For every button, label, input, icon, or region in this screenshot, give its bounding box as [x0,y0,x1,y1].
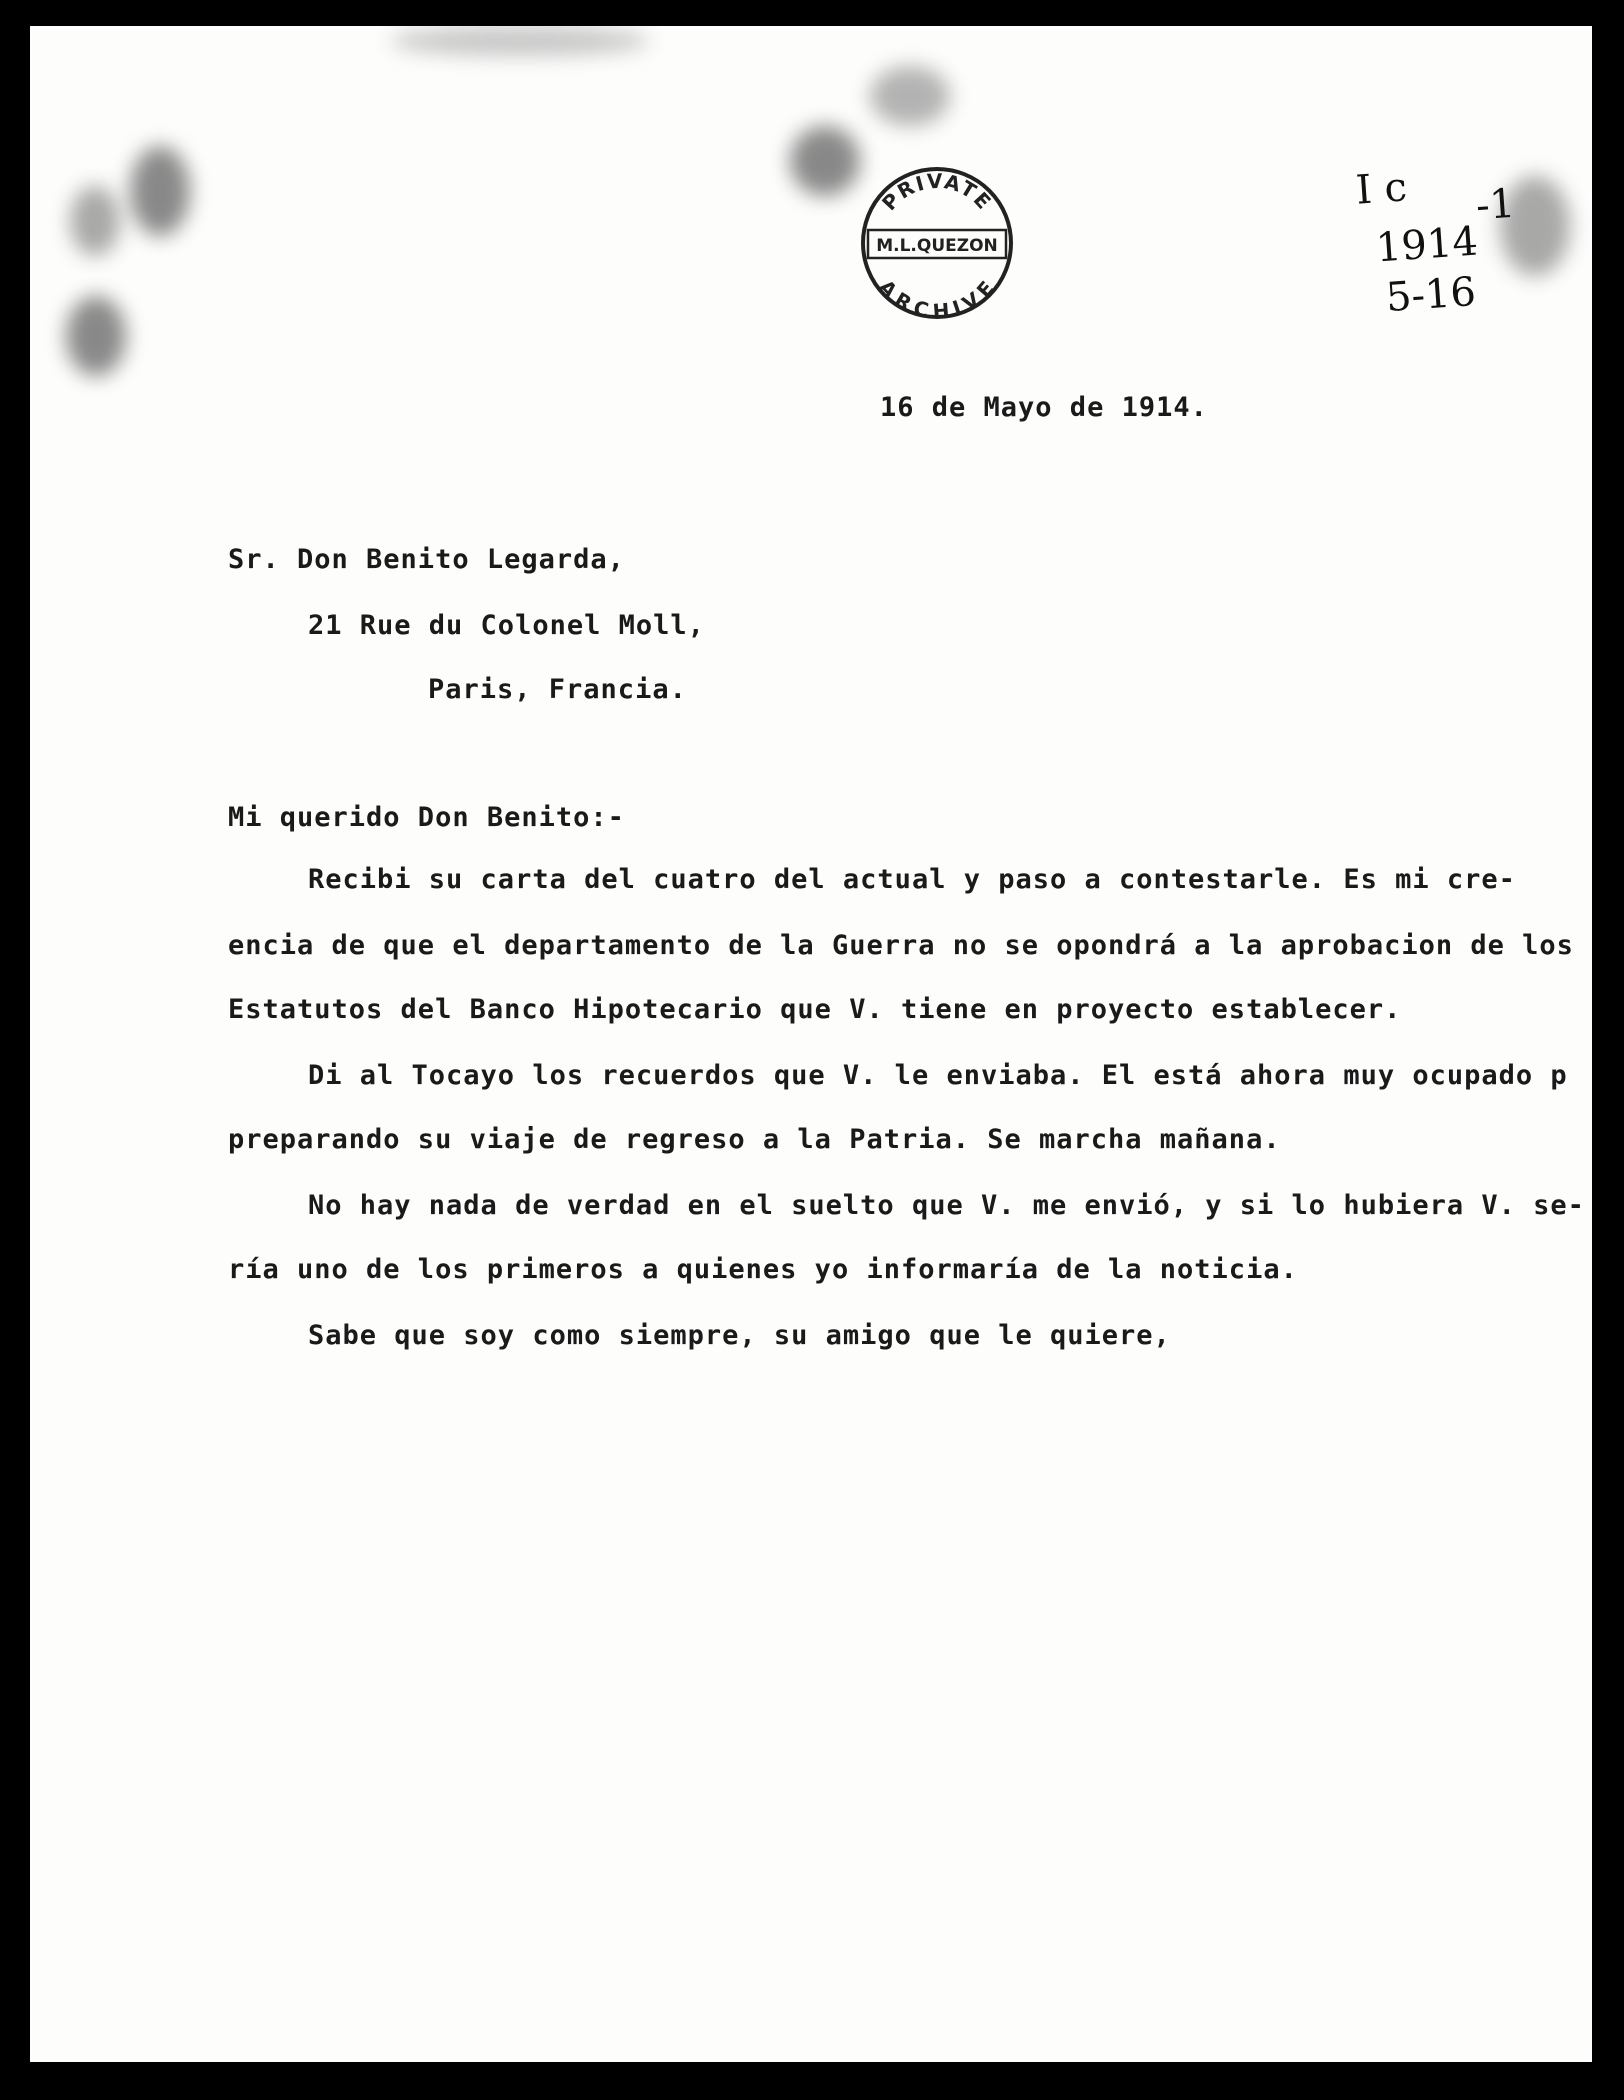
handwritten-sub: -1 [1474,180,1517,230]
body-line: Recibi su carta del cuatro del actual y paso a contestarle. Es mi cre- [308,864,1516,895]
letter-page [30,26,1592,2062]
ink-smudge [870,66,950,126]
stamp-middle-text: M.L.QUEZON [876,236,998,256]
body-line: Estatutos del Banco Hipotecario que V. tiene en proyecto establecer. [228,994,1402,1025]
letter-date: 16 de Mayo de 1914. [880,392,1208,423]
ink-smudge [130,146,190,236]
archive-stamp [858,164,1016,322]
address-line: Sr. Don Benito Legarda, [228,544,625,575]
svg-text:PRIVATE [877,169,997,215]
body-line: Di al Tocayo los recuerdos que V. le enviaba. El está ahora muy ocupado p [308,1060,1568,1091]
body-line: preparando su viaje de regreso a la Patria. Se marcha mañana. [228,1124,1281,1155]
handwritten-date: 5-16 [1384,268,1478,322]
handwritten-year: 1914 [1374,218,1480,272]
body-line: encia de que el departamento de la Guerra no se opondrá a la aprobacion de los [228,930,1574,961]
body-line: No hay nada de verdad en el suelto que V. me envió, y si lo hubiera V. se- [308,1190,1585,1221]
ink-smudge [790,126,860,196]
handwritten-code: I c [1354,164,1409,214]
stamp-top-text: PRIVATE [877,168,997,216]
address-line: Paris, Francia. [428,674,687,705]
salutation: Mi querido Don Benito:- [228,802,625,833]
body-line: ría uno de los primeros a quienes yo informaría de la noticia. [228,1254,1298,1285]
ink-smudge [70,186,120,256]
stamp-bottom-text: ARCHIVE [873,275,1001,322]
address-line: 21 Rue du Colonel Moll, [308,610,705,641]
closing-line: Sabe que soy como siempre, su amigo que le quiere, [308,1320,1171,1351]
ink-smudge [66,296,126,376]
ink-smudge [390,26,650,56]
svg-text:ARCHIVE [874,275,1001,322]
